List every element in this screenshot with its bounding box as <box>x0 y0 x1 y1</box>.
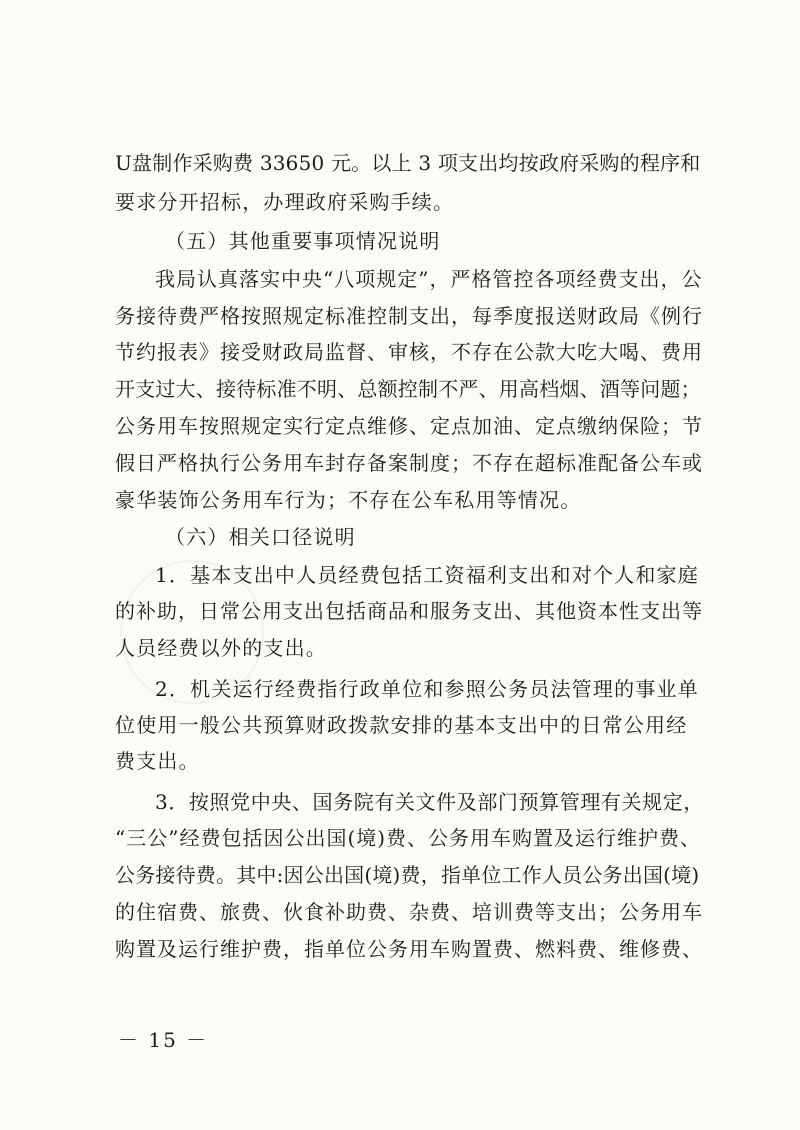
section-heading-6: （六）相关口径说明 <box>165 525 356 549</box>
text-line: U盘制作采购费 33650 元。以上 3 项支出均按政府采购的程序和 <box>115 151 701 175</box>
section-heading-5: （五）其他重要事项情况说明 <box>165 229 441 253</box>
text-line: 3．按照党中央、国务院有关文件及部门预算管理有关规定， <box>155 790 704 814</box>
text-line: 的住宿费、旅费、伙食补助费、杂费、培训费等支出；公务用车 <box>115 900 703 924</box>
text-line: 节约报表》接受财政局监督、审核，不存在公款大吃大喝、费用 <box>115 340 703 364</box>
text-line: 开支过大、接待标准不明、总额控制不严、用高档烟、酒等问题； <box>115 377 701 401</box>
text-line: 位使用一般公共预算财政拨款安排的基本支出中的日常公用经 <box>115 713 688 737</box>
text-line: 费支出。 <box>115 749 200 773</box>
text-line: 公务接待费。其中:因公出国(境)费，指单位工作人员公务出国(境) <box>115 863 700 887</box>
text-line: 务接待费严格按照规定标准控制支出，每季度报送财政局《例行 <box>115 304 703 328</box>
text-line: 2．机关运行经费指行政单位和参照公务员法管理的事业单 <box>155 677 699 701</box>
text-line: 要求分开招标，办理政府采购手续。 <box>115 190 455 214</box>
text-line: 假日严格执行公务用车封存备案制度；不存在超标准配备公车或 <box>115 451 703 475</box>
text-line: “三公”经费包括因公出国(境)费、公务用车购置及运行维护费、 <box>115 826 702 850</box>
text-line: 豪华装饰公务用车行为；不存在公车私用等情况。 <box>115 488 582 512</box>
text-line: 购置及运行维护费，指单位公务用车购置费、燃料费、维修费、 <box>115 937 703 961</box>
page-number: － 15 － <box>118 1028 209 1052</box>
text-line: 人员经费以外的支出。 <box>115 636 327 660</box>
text-line: 1．基本支出中人员经费包括工资福利支出和对个人和家庭 <box>155 563 699 587</box>
text-line: 公务用车按照规定实行定点维修、定点加油、定点缴纳保险；节 <box>115 414 703 438</box>
text-line: 我局认真落实中央“八项规定”，严格管控各项经费支出，公 <box>155 267 703 291</box>
text-line: 的补助，日常公用支出包括商品和服务支出、其他资本性支出等 <box>115 599 703 623</box>
